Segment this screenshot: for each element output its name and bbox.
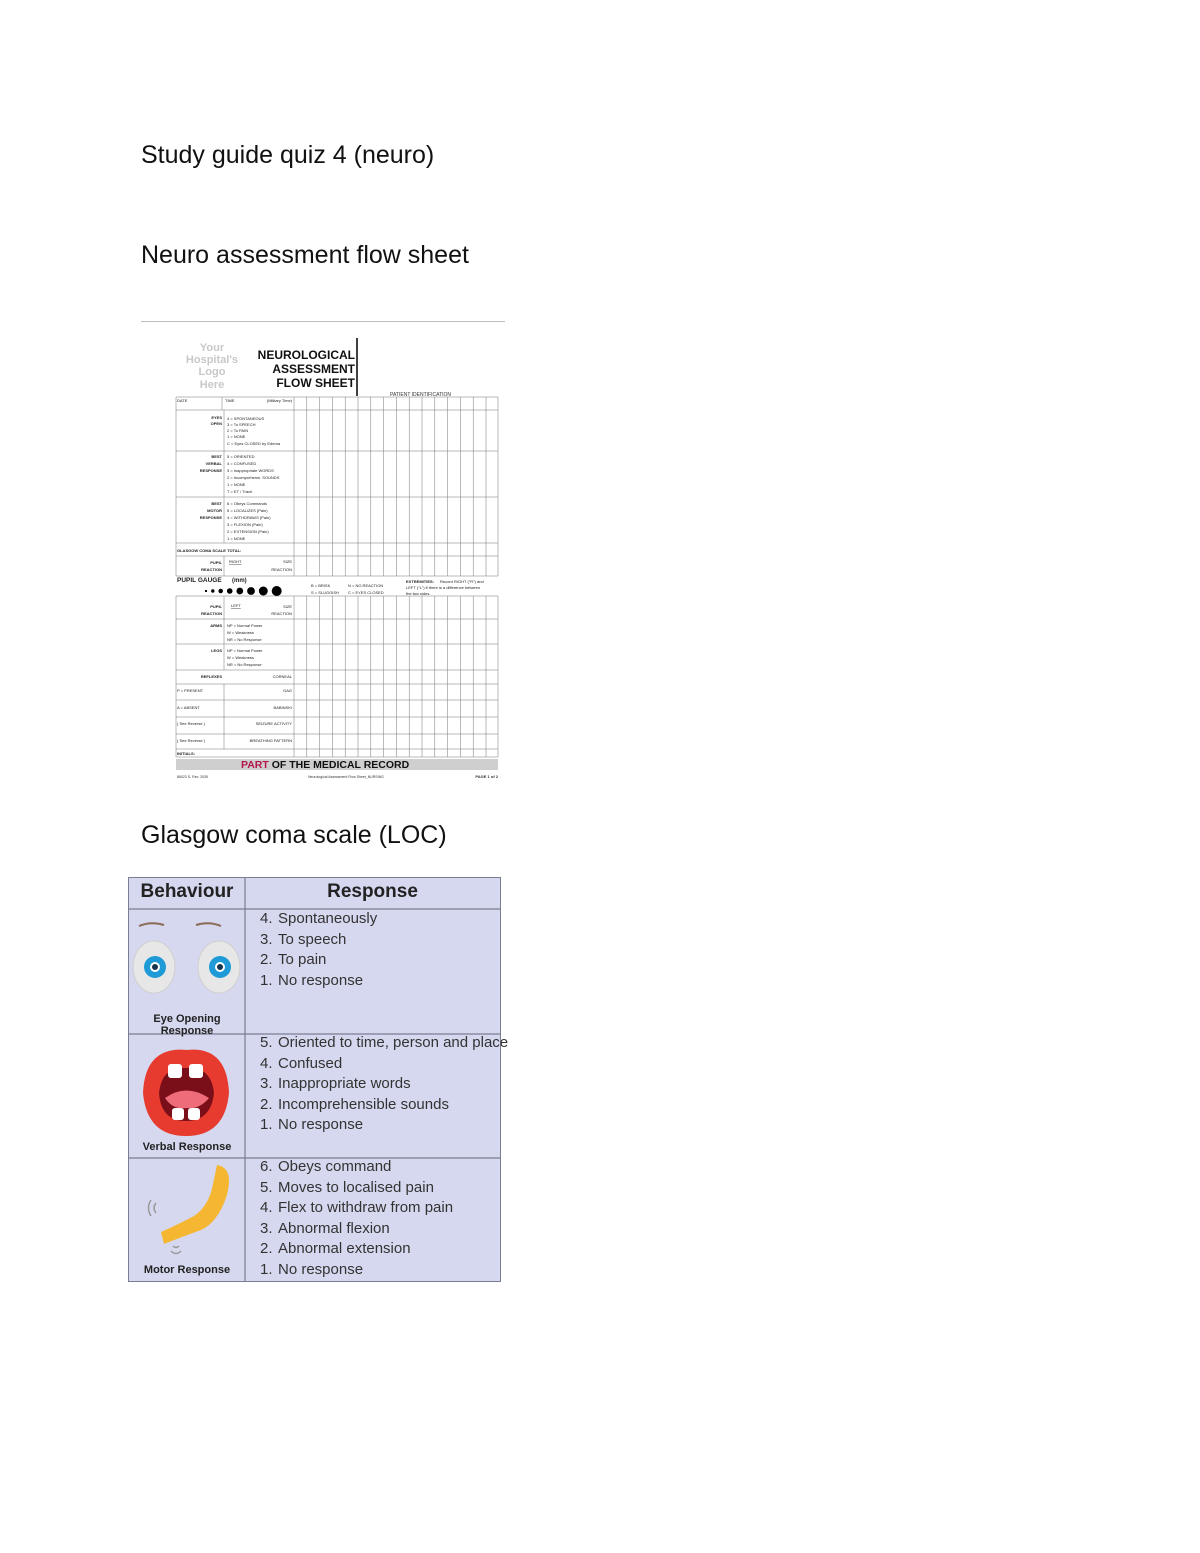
flow-sheet-title: ASSESSMENT — [272, 362, 355, 376]
verbal-response-list — [260, 1033, 508, 1136]
limb-item: NR = No Response — [227, 662, 262, 667]
reaction-label: REACTION — [271, 611, 292, 616]
extremities-note: Record RIGHT ("R") and — [440, 579, 484, 584]
hospital-logo-placeholder — [186, 342, 238, 391]
extremities-note: the two sides. — [406, 591, 431, 596]
see-reverse-note: ( See Reverse ) — [177, 738, 206, 743]
verbal-label: VERBAL — [205, 461, 222, 466]
corneal-label: CORNEAL — [272, 674, 292, 679]
flow-sheet-labels — [177, 398, 484, 756]
logo-line: Here — [199, 379, 225, 391]
military-time-label: (Military Time) — [266, 398, 292, 403]
verbal-item: 1 = NONE — [227, 482, 246, 487]
eyes-item: 4 = SPONTANEOUS — [227, 416, 265, 421]
babinski-label: BABINSKI — [273, 705, 292, 710]
motor-item: 2 = EXTENSION (Pain) — [227, 529, 269, 534]
motor-item: 5 = LOCALIZES (Pain) — [227, 508, 268, 513]
limb-item: W = Weakness — [227, 655, 254, 660]
motor-item: 6 = Obeys Commands — [227, 501, 267, 506]
motor-response-list — [260, 1157, 453, 1281]
size-label: SIZE — [283, 559, 292, 564]
mouth-icon — [143, 1050, 229, 1136]
no-reaction-legend: N = NO REACTION — [348, 583, 384, 588]
list-item: 3. Inappropriate words — [260, 1075, 411, 1093]
sluggish-legend: S = SLUGGISH — [311, 590, 339, 595]
verbal-label: RESPONSE — [199, 468, 222, 473]
limb-item: NP = Normal Power — [227, 623, 263, 628]
pupil-reaction-label: PUPIL — [210, 604, 222, 609]
eyes-item: 3 = To SPEECH — [227, 422, 256, 427]
list-item: 5. Moves to localised pain — [260, 1178, 434, 1196]
initials-label: INITIALS: — [177, 751, 195, 756]
list-item: 2. To pain — [260, 951, 327, 969]
flow-sheet-figure — [168, 334, 504, 790]
gcs-table — [128, 877, 509, 1282]
verbal-item: T = ET / Trach — [227, 489, 253, 494]
list-item: 4. Flex to withdraw from pain — [260, 1199, 454, 1217]
reaction-label: REACTION — [271, 567, 292, 572]
list-item: 3. Abnormal flexion — [260, 1219, 390, 1237]
present-legend: P = PRESENT — [177, 688, 204, 693]
verbal-response-label: Verbal Response — [142, 1141, 232, 1153]
list-item: 1. No response — [260, 971, 364, 989]
verbal-item: 3 = Inappropriate WORDS — [227, 468, 274, 473]
arm-icon — [149, 1165, 230, 1254]
date-label: DATE — [177, 398, 188, 403]
list-item: 1. No response — [260, 1260, 364, 1278]
eye-opening-response-label: Eye Opening Response — [153, 1013, 221, 1037]
list-item: 2. Abnormal extension — [260, 1240, 411, 1258]
verbal-item: 4 = CONFUSED — [227, 461, 257, 466]
list-item: 3. To speech — [260, 930, 347, 948]
limb-item: W = Weakness — [227, 630, 254, 635]
verbal-item: 2 = Incomprehensi. SOUNDS — [227, 475, 280, 480]
page-number: PAGE 1 of 2 — [475, 774, 498, 779]
seizure-label: SEIZURE ACTIVITY — [255, 721, 292, 726]
see-reverse-note: ( See Reverse ) — [177, 721, 206, 726]
list-item: 6. Obeys command — [260, 1158, 392, 1175]
extremities-note: LEFT ("L") if there is a difference between — [406, 585, 481, 590]
arms-label: ARMS — [210, 623, 222, 628]
motor-label: MOTOR — [207, 508, 222, 513]
medical-record-footer: PART OF THE MEDICAL RECORD — [241, 759, 410, 771]
logo-line: Logo — [198, 366, 226, 378]
pupil-reaction-label: REACTION — [201, 567, 222, 572]
section-heading-flow-sheet: Neuro assessment flow sheet — [141, 241, 469, 269]
list-item: 4. Spontaneously — [260, 910, 378, 927]
pupil-reaction-label: PUPIL — [210, 560, 222, 565]
verbal-item: 5 = ORIENTED — [227, 454, 255, 459]
list-item: 2. Incomprehensible sounds — [260, 1095, 449, 1113]
flow-sheet-grid — [176, 397, 498, 757]
list-item: 4. Confused — [260, 1054, 343, 1072]
eye-response-list — [260, 909, 377, 991]
verbal-label: BEST — [211, 454, 222, 459]
limb-item: NP = Normal Power — [227, 648, 263, 653]
pupil-gauge-label: PUPIL GAUGE — [177, 577, 222, 584]
response-header: Response — [327, 881, 418, 902]
right-label: RIGHT — [229, 559, 242, 564]
horizontal-rule — [141, 321, 505, 322]
size-label: SIZE — [283, 604, 292, 609]
motor-item: 3 = FLEXION (Pain) — [227, 522, 263, 527]
motor-item: 1 = NONE — [227, 536, 246, 541]
list-item: 5. Oriented to time, person and place — [260, 1034, 509, 1051]
motor-label: RESPONSE — [199, 515, 222, 520]
eyes-open-label: OPEN — [210, 421, 222, 426]
motor-label: BEST — [211, 501, 222, 506]
limb-item: NR = No Response — [227, 637, 262, 642]
section-heading-gcs: Glasgow coma scale (LOC) — [141, 821, 447, 849]
time-label: TIME — [225, 398, 235, 403]
document-title: Study guide quiz 4 (neuro) — [141, 141, 435, 169]
logo-line: Your — [199, 342, 225, 354]
form-number: 86023 S- Rev. 2035 — [177, 775, 208, 779]
extremities-label: EXTREMITIES: — [406, 579, 435, 584]
flow-sheet-title: FLOW SHEET — [276, 376, 355, 390]
left-label: LEFT — [231, 603, 241, 608]
motor-response-label: Motor Response — [143, 1264, 231, 1276]
breathing-label: BREATHING PATTERN — [249, 738, 292, 743]
pupil-reaction-label: REACTION — [201, 611, 222, 616]
list-item: 1. No response — [260, 1116, 364, 1134]
reflexes-label: REFLEXES — [200, 674, 222, 679]
behaviour-header: Behaviour — [140, 881, 234, 902]
motor-item: 4 = WITHDRAWS (Pain) — [227, 515, 271, 520]
brisk-legend: B = BRISK — [311, 583, 331, 588]
form-name: Neurological Assessment Flow Sheet_NURSING — [308, 775, 384, 779]
pupil-gauge-dots — [205, 586, 282, 596]
logo-line: Hospital's — [185, 354, 239, 366]
flow-sheet-title: NEUROLOGICAL — [257, 348, 355, 362]
eyes-icon — [133, 923, 240, 993]
pupil-gauge-unit: (mm) — [232, 578, 247, 584]
legs-label: LEGS — [211, 648, 222, 653]
patient-id-label: PATIENT IDENTIFICATION — [390, 392, 452, 398]
eyes-closed-legend: C = EYES CLOSED — [348, 590, 384, 595]
absent-legend: A = ABSENT — [177, 705, 200, 710]
eyes-item: 2 = To PAIN — [227, 428, 249, 433]
eyes-item: C = Eyes CLOSED by Edema — [227, 441, 281, 446]
gag-label: GAG — [283, 688, 292, 693]
eyes-item: 1 = NONE — [227, 434, 246, 439]
gcs-total-label: GLASGOW COMA SCALE TOTAL: — [177, 548, 242, 553]
eyes-open-label: EYES — [211, 415, 222, 420]
